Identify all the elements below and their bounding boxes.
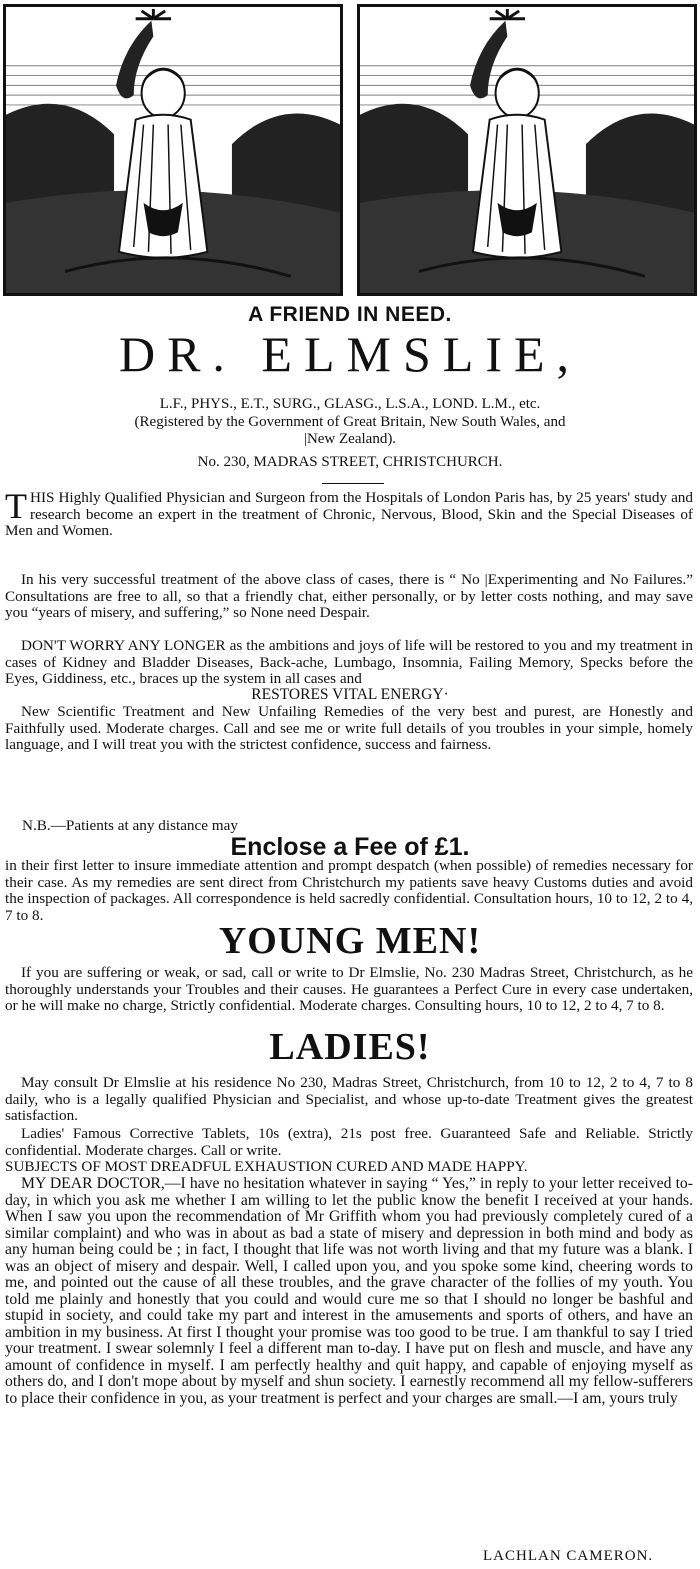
young-men-heading: YOUNG MEN!	[218, 920, 482, 962]
treatment-paragraph: In his very successful treatment of the above class of cases, there is “ No |Experimenting and No Failures.” Consultations are free to all, so that a friendly chat, either personally, or by letter costs nothing, and may save you “years of misery, and suffering,” so None need Despair.	[5, 571, 693, 621]
fee-paragraph: in their first letter to insure immediate attention and prompt despatch (when possible) of remedies necessary for their case. As my remedies are sent direct from Christchurch my patients save heavy Customs duties and avoid the inspection of packages. All correspondence is held sacredly confidential. Consultation hours, 10 to 12, 2 to 4, 7 to 8.	[5, 857, 693, 924]
credentials-line: L.F., PHYS., E.T., SURG., GLASG., L.S.A., LOND. L.M., etc.	[159, 396, 541, 412]
ladies-heading: LADIES!	[269, 1026, 431, 1068]
young-men-paragraph: If you are suffering or weak, or sad, call or write to Dr Elmslie, No. 230 Madras Street, Christchurch, as he thoroughly understands your Troubles and their causes. He guarantees a Perfect Cure in every case undertaken, or he will make no charge, Strictly confidential. Moderate charges. Consulting hours, 10 to 12, 2 to 4, 7 to 8.	[5, 964, 693, 1014]
signature: LACHLAN CAMERON.	[483, 1548, 654, 1564]
registration-line: (Registered by the Government of Great Britain, New South Wales, and |New Zealand).	[134, 414, 566, 447]
divider-rule	[322, 483, 384, 484]
woodcut-illustration-left	[3, 4, 343, 296]
restores-vital-energy-heading: RESTORES VITAL ENERGY·	[251, 686, 449, 703]
nb-line: N.B.—Patients at any distance may	[22, 817, 238, 834]
kicker-headline: A FRIEND IN NEED.	[248, 303, 452, 326]
doctor-name-headline: DR. ELMSLIE,	[118, 326, 582, 382]
scientific-treatment-paragraph: New Scientific Treatment and New Unfailing Remedies of the very best and purest, are Honestly and Faithfully used. Moderate charges. Call and see me or write full details of you troubles in your simple, homely language, and I will treat you with the strictest confidence, success and fairness.	[5, 703, 693, 753]
testimonial-letter: MY DEAR DOCTOR,—I have no hesitation whatever in saying “ Yes,” in reply to your letter received to-day, in which you ask me whether I am willing to let the public know the benefit I received at your hands. When I saw you upon the recommendation of Mr Griffith whom you had previously completely cured of a similar complaint) and who was in about as bad a state of misery and depression in both mind and body as any human being could be ; in fact, I thought that life was not worth living and that my future was a blank. I was an object of misery and despair. Well, I called upon you, and you spoke some kind, cheering words to me, and pointed out the cause of all these troubles, and the grave character of the follies of my youth. You told me plainly and honestly that you could and would cure me so that I should no longer be bashful and stupid in society, and could take my part and interest in the amusements and sports of others, and have an ambition in my business. At first I thought your promise was too good to be true. I am thankful to say I tried your treatment. I swear solemnly I feel a different man to-day. I have put on flesh and muscle, and have any amount of confidence in myself. I am perfectly healthy and quit happy, and capable of enjoying myself as others do, and I don't mope about by myself and shun society. I earnestly recommend all my fellow-sufferers to place their confidence in you, as your treatment is perfect and your charges are small.—I am, yours truly	[5, 1175, 693, 1407]
fee-heading: Enclose a Fee of £1.	[230, 833, 470, 861]
ladies-paragraph: May consult Dr Elmslie at his residence No 230, Madras Street, Christchurch, from 10 to 12, 2 to 4, 7 to 8 daily, who is a legally qualified Physician and Specialist, and whose up-to-date Treatment gives the greatest satisfaction.	[5, 1074, 693, 1124]
tablets-paragraph: Ladies' Famous Corrective Tablets, 10s (extra), 21s post free. Guaranteed Safe and Reliable. Strictly confidential. Moderate charges. Call or write.	[5, 1125, 693, 1159]
intro-paragraph	[5, 486, 693, 540]
address-line: No. 230, MADRAS STREET, CHRISTCHURCH.	[197, 454, 503, 470]
subjects-heading: SUBJECTS OF MOST DREADFUL EXHAUSTION CURED AND MADE HAPPY.	[5, 1158, 528, 1175]
woman-with-lamp-illustration	[360, 7, 694, 293]
woodcut-illustration-right	[357, 4, 697, 296]
dont-worry-paragraph: DON'T WORRY ANY LONGER as the ambitions and joys of life will be restored to you and my treatment in cases of Kidney and Bladder Diseases, Back-ache, Lumbago, Insomnia, Failing Memory, Specks before the Eyes, Giddiness, etc., braces up the system in all cases and	[5, 637, 693, 687]
drop-cap: T	[5, 486, 27, 526]
woman-with-lamp-illustration	[6, 7, 340, 293]
intro-text: HIS Highly Qualified Physician and Surgeon from the Hospitals of London Paris has, by 25 years' study and research become an expert in the treatment of Chronic, Nervous, Blood, Skin and the Special Diseases of Men and Women.	[5, 489, 693, 539]
